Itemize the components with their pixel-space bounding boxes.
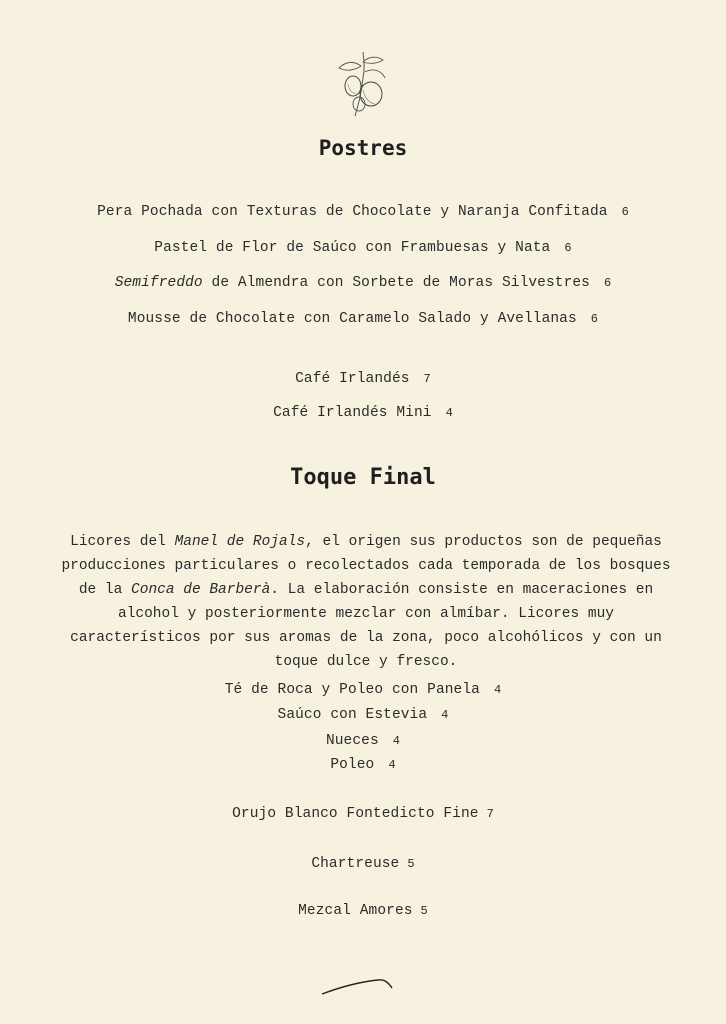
item-price: 5 [420, 904, 428, 918]
item-name: Poleo [330, 757, 375, 773]
dessert-item [0, 311, 726, 327]
item-name: Saúco con Estevia [277, 707, 428, 723]
item-price: 6 [564, 241, 572, 255]
item-price: 4 [392, 734, 401, 748]
item-name: Mezcal Amores [298, 903, 413, 919]
description-text: Licores del [70, 534, 175, 550]
spirit-item [0, 806, 726, 822]
liqueur-item [0, 682, 726, 698]
section-title-postres: Postres [318, 136, 408, 160]
spirit-item [0, 856, 726, 872]
description-emphasis: Conca de Barberà [131, 582, 271, 598]
item-price: 7 [423, 372, 431, 386]
item-name-italic: Semifreddo [114, 275, 203, 291]
item-name: Café Irlandés [295, 371, 410, 387]
description-text: . La elaboración consiste en maceraciones en alcohol y posteriormente mezclar con almíbar. Licores muy característicos por sus aromas de la zona, poco alcohólicos y con un toque dulce y fresco. [70, 582, 662, 670]
flourish-icon [318, 974, 398, 996]
liqueur-item [0, 707, 726, 723]
description-emphasis: Manel de Rojals [174, 534, 306, 550]
item-price: 6 [590, 312, 599, 326]
coffee-item [0, 405, 726, 421]
item-name: de Almendra con Sorbete de Moras Silvestres [202, 275, 590, 291]
item-name: Té de Roca y Poleo con Panela [224, 682, 480, 698]
item-price: 6 [603, 276, 612, 290]
item-name: Café Irlandés Mini [273, 405, 432, 421]
liqueur-item [0, 733, 726, 749]
item-name: Nueces [325, 733, 379, 749]
item-price: 6 [621, 205, 629, 219]
coffee-item [0, 371, 726, 387]
item-name: Orujo Blanco Fontedicto Fine [232, 806, 479, 822]
item-price: 4 [441, 708, 449, 722]
section-title-toque-final: Toque Final [290, 465, 436, 490]
dessert-item [0, 240, 726, 256]
item-price: 4 [388, 758, 396, 772]
spirit-item [0, 903, 726, 919]
item-price: 5 [407, 857, 415, 871]
item-price: 7 [486, 807, 494, 821]
item-name: Mousse de Chocolate con Caramelo Salado y Avellanas [127, 311, 577, 327]
dessert-item [0, 204, 726, 220]
item-name: Chartreuse [311, 856, 400, 872]
description-text: , el origen sus productos son de pequeñas producciones particulares o recolectados cada temporada de los bosques de la [61, 534, 671, 598]
item-price: 4 [445, 406, 453, 420]
dessert-item [0, 275, 726, 291]
liqueur-description [56, 530, 676, 674]
liqueur-item [0, 757, 726, 773]
item-name: Pastel de Flor de Saúco con Frambuesas y Nata [154, 240, 551, 256]
pear-branch-icon [333, 48, 391, 120]
item-name: Pera Pochada con Texturas de Chocolate y Naranja Confitada [97, 204, 608, 220]
item-price: 4 [493, 683, 502, 697]
